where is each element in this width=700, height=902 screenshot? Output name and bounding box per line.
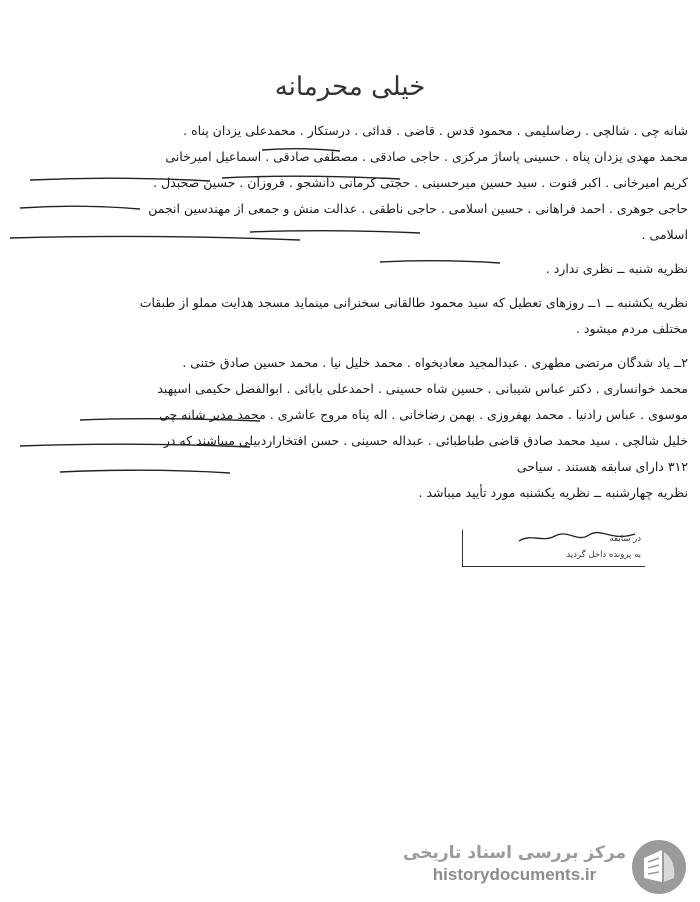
text-line-list-1: ۲ــ یاد شدگان مرتضی مطهری . عبدالمجید معادیخواه . محمد خلیل نیا . محمد حسین صادق ختنی . — [182, 355, 688, 370]
text-line-wednesday: نظریه چهارشنبه ــ نظریه یکشنبه مورد تأیید میباشد . — [418, 485, 688, 500]
document-title: خیلی محرمانه — [274, 72, 426, 102]
text-line-sunday-1: نظریه یکشنبه ــ ۱ــ روزهای تعطیل که سید محمود طالقانی سخنرانی مینماید مسجد هدایت مملو از طبقات — [139, 295, 688, 310]
underline-6 — [10, 236, 300, 240]
archive-logo-icon — [630, 838, 688, 896]
text-line-list-5: ۳۱۲ دارای سابقه هستند . سیاحی — [516, 459, 688, 474]
underline-10 — [60, 470, 230, 473]
underline-3 — [30, 178, 210, 181]
underline-2 — [222, 176, 400, 179]
text-line-1: شانه چی . شالچی . رضاسلیمی . محمود قدس . قاضی . فدائی . درستکار . محمدعلی یزدان پناه . — [183, 123, 688, 138]
underline-1 — [262, 149, 340, 151]
filing-stamp — [462, 530, 645, 567]
text-line-list-3: موسوی . عباس رادنیا . محمد بهفروزی . بهمن رضاخانی . اله پناه مروج عاشری . محمد مدبر شانه چی — [159, 407, 688, 422]
stamp-line-1: در سابقه — [609, 534, 641, 544]
site-url: historydocuments.ir — [432, 865, 597, 884]
stamp-line-2: به پرونده داخل گردید — [566, 550, 641, 560]
org-name: مرکز بررسی اسناد تاریخی — [403, 843, 626, 863]
underline-9 — [20, 444, 250, 447]
text-line-sunday-2: مختلف مردم میشود . — [575, 321, 688, 336]
text-line-4: حاجی جوهری . احمد فراهانی . حسین اسلامی . حاجی ناطقی . عدالت منش و جمعی از مهندسین انجمن — [148, 201, 688, 216]
text-line-saturday: نظریه شنبه ــ نظری ندارد . — [545, 261, 688, 276]
underline-8 — [80, 419, 260, 421]
text-line-list-2: محمد خوانساری . دکتر عباس شیبانی . حسین شاه حسینی . احمدعلی بابائی . ابوالفضل حکیمی اسپهبد — [157, 381, 688, 396]
text-line-list-4: خلیل شالچی . سید محمد صادق قاضی طباطبائی . عبداله حسینی . حسن افتخاراردبیلی میباشند که در — [163, 433, 688, 448]
underline-5 — [250, 231, 420, 233]
text-line-2: محمد مهدی یزدان پناه . حسینی پاساژ مرکزی . حاجی صادقی . مصطفی صادقی . اسماعیل امیرخانی — [165, 149, 688, 164]
underline-4 — [20, 206, 140, 209]
text-line-5: اسلامی . — [641, 227, 688, 242]
text-line-3: کریم امیرخانی . اکبر قنوت . سید حسین میرحسینی . حجتی کرمانی دانشجو . فروزان . حسین صحبدل . — [153, 175, 688, 190]
underline-7 — [380, 261, 500, 263]
watermark-footer — [403, 842, 626, 886]
